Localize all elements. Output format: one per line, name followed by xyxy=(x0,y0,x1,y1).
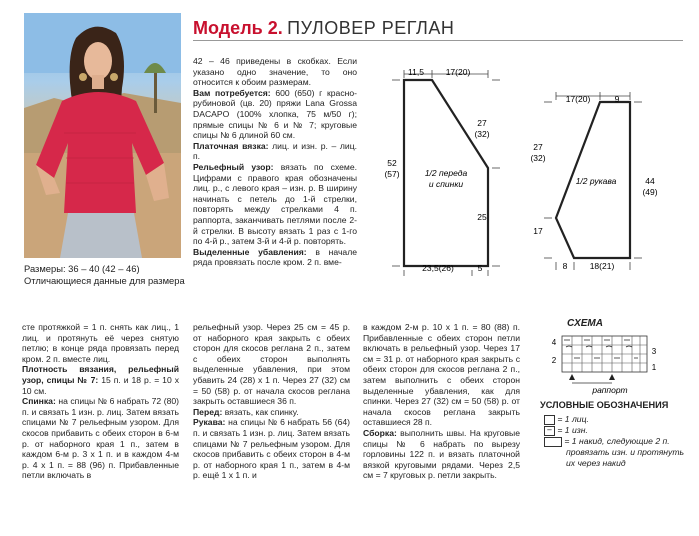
legend-item-2: = 1 изн. xyxy=(557,425,588,435)
body-bottom-w: 23,5(26) xyxy=(422,263,454,273)
relief-label: Рельефный узор: xyxy=(193,161,274,172)
sleeve-height-2: (49) xyxy=(642,187,658,197)
purl-symbol-icon: – xyxy=(544,426,555,436)
scheme-row-1: 1 xyxy=(651,363,657,372)
body-height: 52 xyxy=(387,158,397,168)
legend-row-purl xyxy=(544,425,694,436)
col3-text-1: рельефный узор. Через 25 см = 45 р. от наборного края закрыть с обеих сторон для скосов реглана 2 п., затем с обеих сторон выполнять выделенные убавления, при этом убавить 24 (28) х 1 п. Через 27 (32) см = 50 (58) р. от начала скосов реглана закрыть оставшиеся 36 п. xyxy=(193,322,350,407)
model-photo xyxy=(24,13,181,258)
text-column-1 xyxy=(193,56,357,268)
model-label: Модель 2. xyxy=(193,18,283,38)
materials-label: Вам потребуется: xyxy=(193,87,271,98)
sleeve-label-text: Рукава: xyxy=(193,417,226,428)
col4-text-1: в каждом 2-м р. 10 х 1 п. = 80 (88) п. Прибавленные с обеих сторон петли включать в рельефный узор. Через 17 см = 31 р. от наборного края закрыть с обеих сторон для скосов реглана 2 п., затем выполнить с обеих сторон выделенные убавления, как для спинки. Через 27 (32) см = 50 (58) р. от начала скосов реглана закрыть оставшиеся 28 п. xyxy=(363,322,520,428)
sizes-block xyxy=(24,263,189,287)
sleeve-top-w: 17(20) xyxy=(565,94,591,104)
sleeve-raglan-h-2: (32) xyxy=(530,153,546,163)
legend-item-1: = 1 лиц. xyxy=(557,414,589,424)
legend-item-3a: = 1 накид, следующие 2 п. xyxy=(564,436,670,446)
body-raglan-h: 27 xyxy=(477,118,487,128)
density-text: 15 п. и 18 р. = 10 х 10 см. xyxy=(22,374,180,396)
density-label: Плотность вязания, рельефный узор, спицы № 7: xyxy=(22,364,179,385)
text-column-3 xyxy=(193,322,350,481)
sleeve-top-r: 9 xyxy=(614,94,620,104)
back-label: Спинка: xyxy=(22,396,56,407)
text-column-4 xyxy=(363,322,520,481)
legend-item-3b: провязать изн. и протянуть xyxy=(566,447,685,457)
stockinette-label: Платочная вязка: xyxy=(193,140,269,151)
repeat-arrow-right xyxy=(609,374,615,380)
front-label: Перед: xyxy=(193,406,223,417)
legend-row-yo xyxy=(544,436,694,447)
body-label-2: и спинки xyxy=(428,179,464,189)
scheme-row-4: 4 xyxy=(551,338,557,347)
scheme-title: СХЕМА xyxy=(567,318,603,329)
materials-text: 600 (650) г красно-рубиновой (цв. 20) пряжи Lana Grossa DACAPO (100% хлопка, 75 м/50 г); прямые спицы № 6 и № 7; круговые спицы № 6 длиной 60 см. xyxy=(193,87,358,141)
legend xyxy=(544,414,694,469)
sleeve-raglan-h: 27 xyxy=(533,142,543,152)
sleeve-lower-h: 17 xyxy=(533,226,543,236)
decrease-label: Выделенные убавления: xyxy=(193,246,307,257)
body-bottom-r: 5 xyxy=(477,263,483,273)
decrease-text: в начале ряда провязать после кром. 2 п. вме- xyxy=(193,246,358,268)
yarn-over-symbol-icon xyxy=(544,437,562,447)
legend-item-3c: их через накид xyxy=(566,458,626,468)
sleeve-bottom-w: 18(21) xyxy=(589,261,615,271)
intro-text: 42 – 46 приведены в скобках. Если указано одно значение, то оно относится к обоим размерам. xyxy=(193,56,357,88)
body-raglan-h-2: (32) xyxy=(474,129,490,139)
model-illustration xyxy=(24,13,181,258)
sleeve-bottom-l: 8 xyxy=(562,261,568,271)
scheme-row-3: 3 xyxy=(651,347,657,356)
relief-text: вязать по схеме. Цифрами с правого края обозначены лиц. р., с левого края – изн. р. В ширину начинать с петель до 1-й стрелки, повторять между стрелками 4 п. раппорта, заканчивать петлями после 2-й стрелки. В высоту вязать 1 раз с 1-го по 4-й р., затем 3-й и 4-й р. повторять. xyxy=(193,161,358,247)
legend-row-knit xyxy=(544,414,694,425)
scheme-repeat: раппорт xyxy=(592,385,628,395)
front-text: вязать, как спинку. xyxy=(224,406,299,417)
legend-title: УСЛОВНЫЕ ОБОЗНАЧЕНИЯ xyxy=(540,400,669,410)
back-text: на спицы № 6 набрать 72 (80) п. и связать 1 изн. р. лиц. Затем вязать спицами № 7 рельефным узором. Для скосов прибавить с обеих сторон в 6-м р. от наборного края 1 п., затем в каждом 6-м р. 3 х 1 п. и в каждом 4-м р. 4 х 1 п. = 88 (96) п. Прибавленные петли включать в xyxy=(22,396,179,481)
col2-text-1: сте протяжкой = 1 п. снять как лиц., 1 лиц. и протянуть её через снятую петлю; в конце ряда провязать перед кром. 2 п. вместе лиц. xyxy=(22,322,179,364)
assembly-text: выполнить швы. На круговые спицы № 6 набрать по вырезу горловины 122 п. и вязать платочной вязкой круговыми рядами. Через 2,5 см = 7 круговых р. петли закрыть. xyxy=(363,427,521,481)
sizes-line-1: Размеры: 36 – 40 (42 – 46) xyxy=(24,263,140,274)
knit-symbol-icon xyxy=(544,415,555,425)
assembly-label: Сборка: xyxy=(363,427,397,438)
body-schematic xyxy=(362,58,512,278)
body-side-h: 25 xyxy=(477,212,487,222)
repeat-arrow-left xyxy=(569,374,575,380)
sleeve-height: 44 xyxy=(645,176,655,186)
title-text: ПУЛОВЕР РЕГЛАН xyxy=(287,18,455,38)
body-label-1: 1/2 переда xyxy=(424,168,468,178)
body-top-right: 17(20) xyxy=(445,67,471,77)
stockinette-text: лиц. и изн. р. – лиц. п. xyxy=(193,140,358,162)
sleeve-schematic xyxy=(518,88,694,278)
body-height-2: (57) xyxy=(384,169,400,179)
page-title xyxy=(193,18,454,39)
sleeve-label: 1/2 рукава xyxy=(575,176,617,186)
text-column-2 xyxy=(22,322,179,481)
pattern-chart xyxy=(540,330,680,396)
sleeve-text: на спицы № 6 набрать 56 (64) п. и связать 1 изн. р. лиц. Затем вязать спицами № 7 рельефным узором. Для скосов прибавить с обеих сторон в 4-м р. от наборного края 1 п., затем в 4-м р. ещё 1 х 1 п. и xyxy=(193,417,350,481)
scheme-row-2: 2 xyxy=(551,356,557,365)
body-top-left: 11,5 xyxy=(408,67,424,77)
sizes-line-2: Отличающиеся данные для размера xyxy=(24,275,185,286)
title-rule xyxy=(193,40,683,41)
